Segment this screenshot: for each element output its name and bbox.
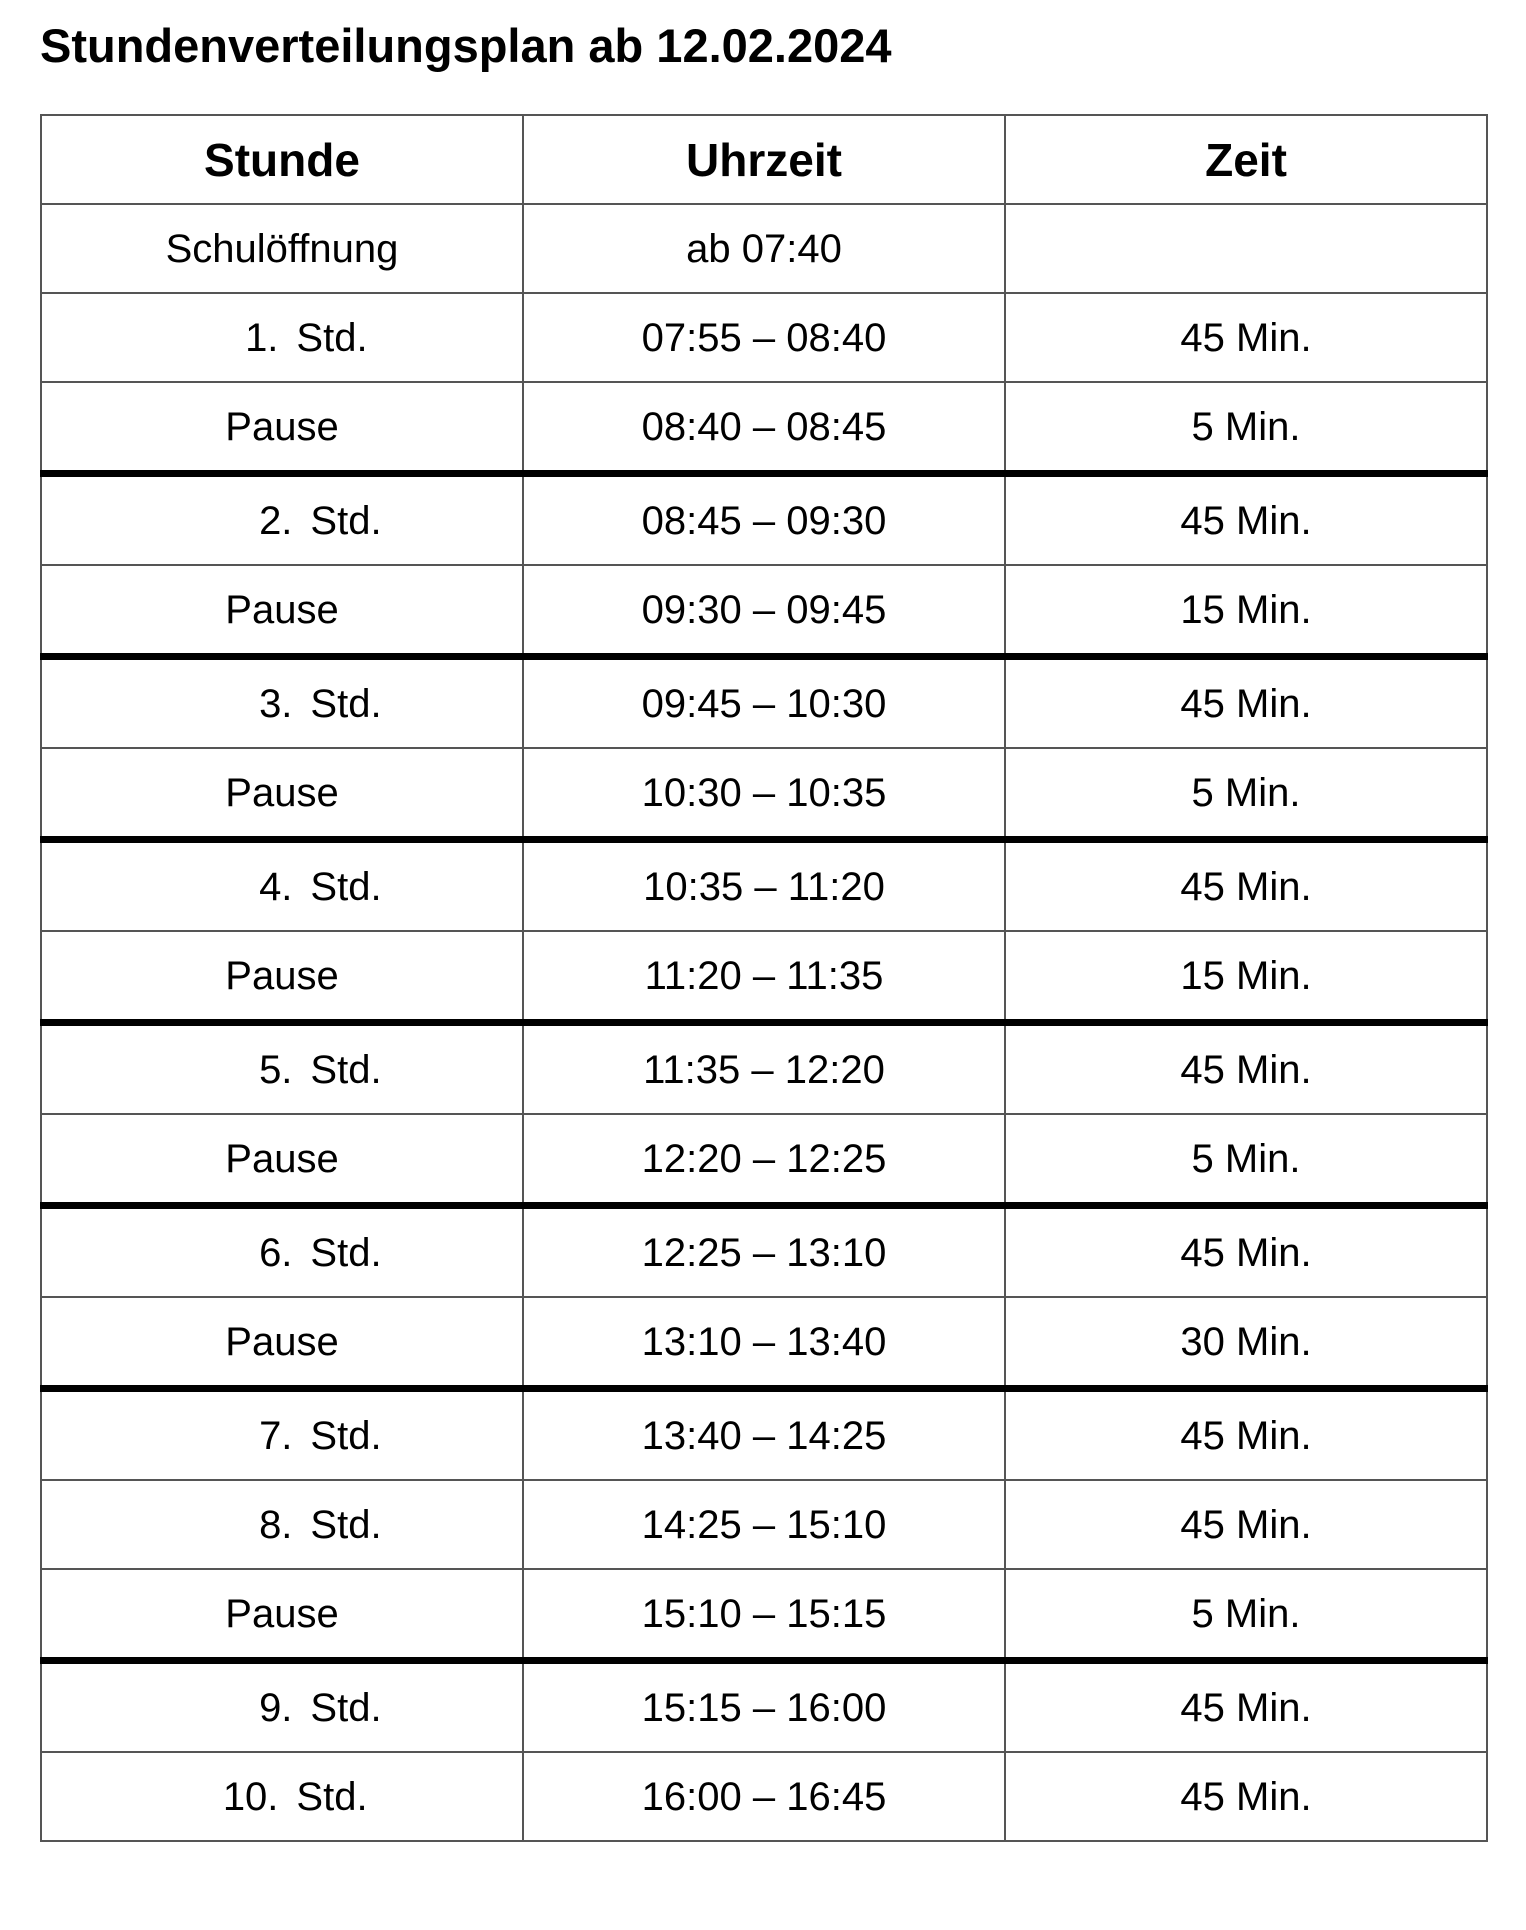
table-row <box>41 382 1487 474</box>
time-range: 13:40 – 14:25 <box>523 1389 1005 1481</box>
time-range: 08:40 – 08:45 <box>523 382 1005 474</box>
lesson-unit: Std. <box>310 864 382 909</box>
table-row <box>41 1023 1487 1115</box>
duration: 45 Min. <box>1005 1752 1487 1841</box>
lesson-cell <box>41 1206 523 1298</box>
lesson-cell <box>41 474 523 566</box>
table-row <box>41 657 1487 749</box>
time-range: 15:15 – 16:00 <box>523 1661 1005 1753</box>
pause-label: Pause <box>41 748 523 840</box>
column-header-zeit: Zeit <box>1005 115 1487 204</box>
time-range: 11:20 – 11:35 <box>523 931 1005 1023</box>
duration: 15 Min. <box>1005 931 1487 1023</box>
lesson-number: 3. <box>259 681 293 726</box>
pause-label: Pause <box>41 1569 523 1661</box>
lesson-cell <box>41 657 523 749</box>
duration: 45 Min. <box>1005 293 1487 382</box>
lesson-number: 7. <box>259 1413 293 1458</box>
lesson-cell <box>41 1661 523 1753</box>
table-row <box>41 1206 1487 1298</box>
lesson-unit: Std. <box>296 1774 368 1819</box>
time-range: 10:35 – 11:20 <box>523 840 1005 932</box>
table-row-opening <box>41 204 1487 293</box>
time-range: 14:25 – 15:10 <box>523 1480 1005 1569</box>
duration: 45 Min. <box>1005 1661 1487 1753</box>
lesson-cell <box>41 1023 523 1115</box>
lesson-number: 8. <box>259 1502 293 1547</box>
column-header-stunde: Stunde <box>41 115 523 204</box>
lesson-unit: Std. <box>310 1502 382 1547</box>
table-row <box>41 1752 1487 1841</box>
lesson-number: 2. <box>259 498 293 543</box>
lesson-unit: Std. <box>310 498 382 543</box>
column-header-uhrzeit: Uhrzeit <box>523 115 1005 204</box>
time-range: 10:30 – 10:35 <box>523 748 1005 840</box>
lesson-unit: Std. <box>296 315 368 360</box>
duration: 45 Min. <box>1005 1206 1487 1298</box>
duration: 45 Min. <box>1005 840 1487 932</box>
table-row <box>41 474 1487 566</box>
duration: 45 Min. <box>1005 1389 1487 1481</box>
time-range: 13:10 – 13:40 <box>523 1297 1005 1389</box>
duration: 5 Min. <box>1005 1114 1487 1206</box>
duration: 5 Min. <box>1005 1569 1487 1661</box>
time-range: 15:10 – 15:15 <box>523 1569 1005 1661</box>
duration: 15 Min. <box>1005 565 1487 657</box>
time-range: 09:30 – 09:45 <box>523 565 1005 657</box>
lesson-number: 5. <box>259 1047 293 1092</box>
lesson-unit: Std. <box>310 1685 382 1730</box>
table-row <box>41 1569 1487 1661</box>
lesson-unit: Std. <box>310 1230 382 1275</box>
lesson-number: 10. <box>222 1774 279 1819</box>
lesson-unit: Std. <box>310 1413 382 1458</box>
table-row <box>41 1297 1487 1389</box>
lesson-unit: Std. <box>310 681 382 726</box>
table-row <box>41 1480 1487 1569</box>
duration: 45 Min. <box>1005 657 1487 749</box>
time-range: 12:25 – 13:10 <box>523 1206 1005 1298</box>
lesson-number: 4. <box>259 864 293 909</box>
time-range: 07:55 – 08:40 <box>523 293 1005 382</box>
lesson-cell <box>41 293 523 382</box>
pause-label: Pause <box>41 565 523 657</box>
schedule-table <box>40 114 1488 1842</box>
opening-label: Schulöffnung <box>41 204 523 293</box>
duration: 5 Min. <box>1005 382 1487 474</box>
lesson-cell <box>41 1480 523 1569</box>
table-row <box>41 565 1487 657</box>
lesson-number: 9. <box>259 1685 293 1730</box>
time-range: 11:35 – 12:20 <box>523 1023 1005 1115</box>
time-range: 12:20 – 12:25 <box>523 1114 1005 1206</box>
duration: 30 Min. <box>1005 1297 1487 1389</box>
table-row <box>41 293 1487 382</box>
lesson-unit: Std. <box>310 1047 382 1092</box>
lesson-number: 6. <box>259 1230 293 1275</box>
table-row <box>41 748 1487 840</box>
table-row <box>41 1114 1487 1206</box>
header-row <box>41 115 1487 204</box>
table-row <box>41 1389 1487 1481</box>
time-range: 08:45 – 09:30 <box>523 474 1005 566</box>
lesson-cell <box>41 1752 523 1841</box>
lesson-number: 1. <box>245 315 279 360</box>
page-title: Stundenverteilungsplan ab 12.02.2024 <box>40 19 892 72</box>
pause-label: Pause <box>41 1297 523 1389</box>
time-range: 16:00 – 16:45 <box>523 1752 1005 1841</box>
duration: 5 Min. <box>1005 748 1487 840</box>
table-row <box>41 931 1487 1023</box>
duration: 45 Min. <box>1005 1480 1487 1569</box>
duration: 45 Min. <box>1005 474 1487 566</box>
lesson-cell <box>41 840 523 932</box>
opening-time: ab 07:40 <box>523 204 1005 293</box>
table-row <box>41 840 1487 932</box>
pause-label: Pause <box>41 931 523 1023</box>
duration: 45 Min. <box>1005 1023 1487 1115</box>
time-range: 09:45 – 10:30 <box>523 657 1005 749</box>
lesson-cell <box>41 1389 523 1481</box>
pause-label: Pause <box>41 382 523 474</box>
pause-label: Pause <box>41 1114 523 1206</box>
opening-duration <box>1005 204 1487 293</box>
table-row <box>41 1661 1487 1753</box>
